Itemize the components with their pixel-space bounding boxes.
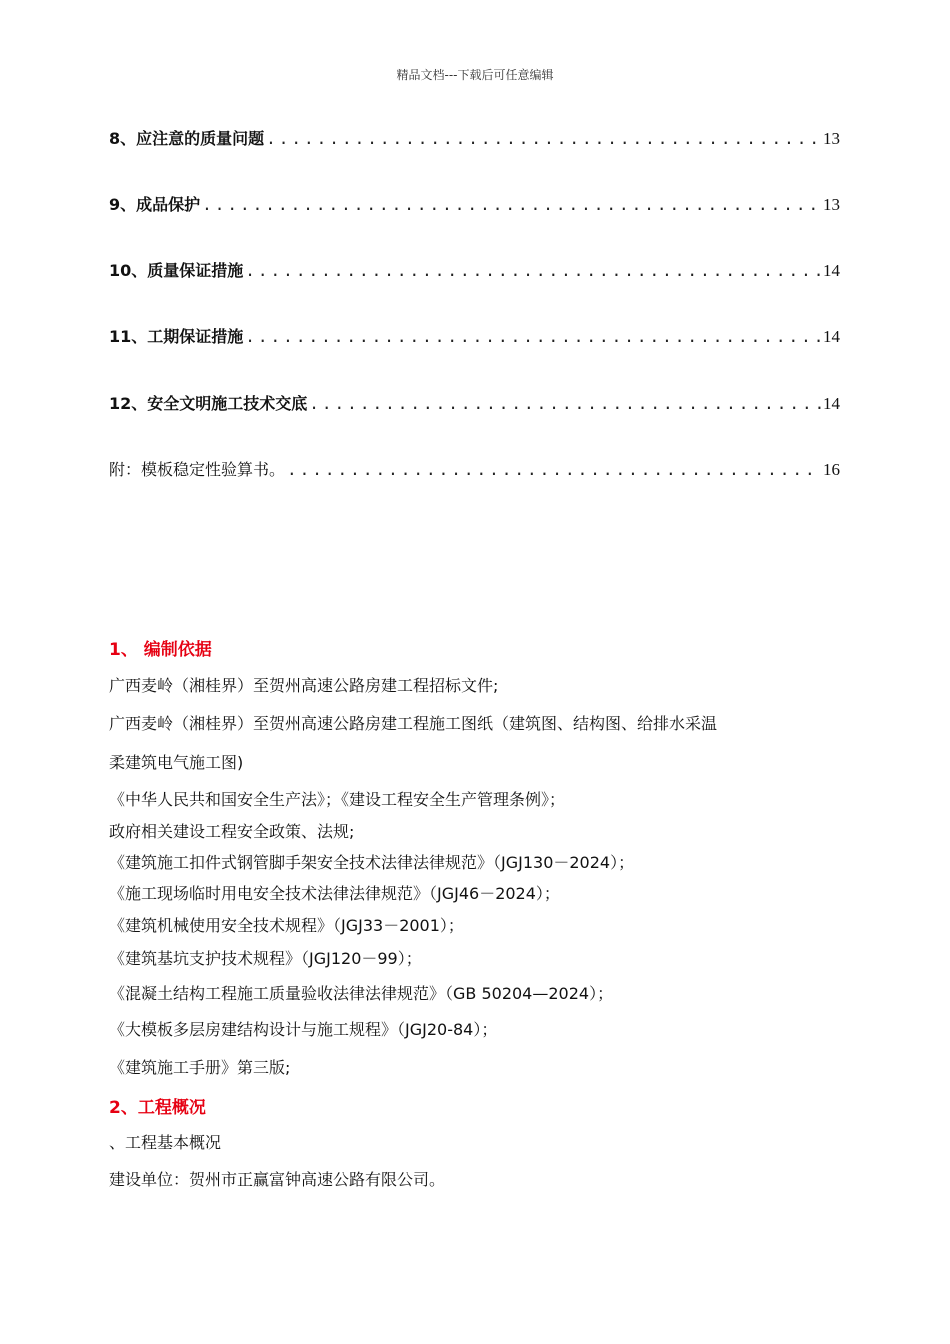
toc-entry[interactable] xyxy=(109,192,840,215)
body-text-line: 《建筑机械使用安全技术规程》（JGJ33－2001）； xyxy=(109,916,464,935)
toc-dot-leader xyxy=(202,195,821,214)
body-text-line: 广西麦岭（湘桂界）至贺州高速公路房建工程招标文件; xyxy=(109,676,499,695)
toc-entry-title: 10、质量保证措施 xyxy=(109,261,244,280)
body-text-line: 《施工现场临时用电安全技术法律法律规范》（JGJ46－2024）； xyxy=(109,884,560,903)
body-text-line: 《混凝土结构工程施工质量验收法律法律规范》（GB 50204—2024）； xyxy=(109,984,614,1003)
toc-entry-page: 14 xyxy=(823,327,840,346)
toc-entry-page: 13 xyxy=(823,129,840,148)
body-text-line: 柔建筑电气施工图) xyxy=(109,753,244,772)
toc-entry[interactable] xyxy=(109,457,840,480)
section-heading: 2、工程概况 xyxy=(109,1098,206,1118)
toc-dot-leader xyxy=(309,394,821,413)
section-heading: 1、 编制依据 xyxy=(109,640,212,660)
body-text-line: 建设单位：贺州市正赢富钟高速公路有限公司。 xyxy=(109,1170,446,1189)
body-text-line: 《建筑施工手册》第三版; xyxy=(109,1058,291,1077)
toc-entry-title: 11、工期保证措施 xyxy=(109,327,244,346)
body-text-line: 广西麦岭（湘桂界）至贺州高速公路房建工程施工图纸（建筑图、结构图、给排水采温 xyxy=(109,714,718,733)
toc-dot-leader xyxy=(245,261,821,280)
toc-entry[interactable] xyxy=(109,324,840,347)
toc-entry-title: 9、成品保护 xyxy=(109,195,201,214)
body-text-line: 《建筑基坑支护技术规程》（JGJ120－99）； xyxy=(109,949,422,968)
toc-entry-page: 14 xyxy=(823,394,840,413)
body-text-line: 《建筑施工扣件式钢管脚手架安全技术法律法律规范》（JGJ130－2024）； xyxy=(109,853,635,872)
toc-entry[interactable] xyxy=(109,258,840,281)
toc-entry[interactable] xyxy=(109,126,840,149)
toc-entry-page: 16 xyxy=(823,460,840,479)
body-text-line: 《中华人民共和国安全生产法》；《建设工程安全生产管理条例》； xyxy=(109,790,566,809)
body-text-line: 《大模板多层房建结构设计与施工规程》（JGJ20-84）； xyxy=(109,1020,498,1039)
toc-entry-page: 13 xyxy=(823,195,840,214)
toc-dot-leader xyxy=(266,129,821,148)
toc-dot-leader xyxy=(287,460,821,479)
toc-entry-page: 14 xyxy=(823,261,840,280)
page-header: 精品文档---下载后可任意编辑 xyxy=(396,68,554,82)
toc-entry[interactable] xyxy=(109,391,840,414)
body-text-line: 、工程基本概况 xyxy=(109,1133,222,1152)
body-text-line: 政府相关建设工程安全政策、法规; xyxy=(109,822,355,841)
toc-dot-leader xyxy=(245,327,821,346)
toc-entry-title: 12、安全文明施工技术交底 xyxy=(109,394,308,413)
toc-entry-title: 8、应注意的质量问题 xyxy=(109,129,265,148)
toc-entry-title: 附：模板稳定性验算书。 xyxy=(109,460,286,479)
